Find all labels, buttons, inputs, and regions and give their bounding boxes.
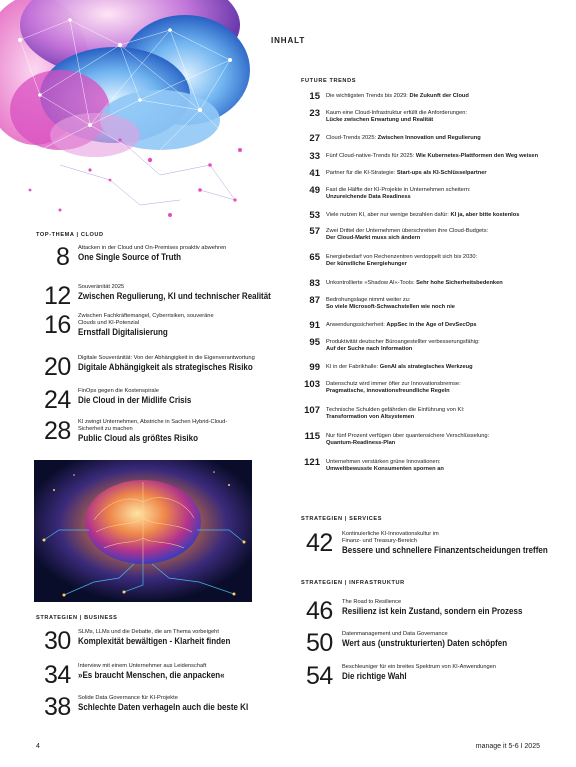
section-label-business: STRATEGIEN | BUSINESS: [36, 615, 118, 621]
toc-entry[interactable]: [306, 630, 546, 660]
toc-title: Sehr hohe Sicherheitsbedenken: [416, 280, 503, 286]
page-number: 4: [36, 743, 40, 750]
toc-title: Zwischen Innovation und Regulierung: [377, 135, 481, 141]
toc-kicker: Zwei Drittel der Unternehmen überschreiten ihre Cloud-Budgets:: [326, 228, 489, 234]
toc-title: So viele Microsoft-Schwachstellen wie noch nie: [326, 304, 455, 311]
toc-page-number: 20: [44, 353, 71, 381]
toc-page-number: 23: [309, 108, 320, 119]
cloud-network-illustration: [0, 0, 262, 222]
toc-title: Lücke zwischen Erwartung und Realität: [326, 117, 434, 124]
toc-title: Komplexität bewältigen - Klarheit finden: [78, 636, 231, 646]
toc-page-number: 49: [309, 185, 320, 196]
toc-title: GenAI als strategisches Werkzeug: [379, 364, 473, 370]
section-label-top-thema: TOP-THEMA | CLOUD: [36, 232, 104, 238]
toc-title: Transformation von Altsystemen: [326, 414, 415, 421]
toc-kicker: Partner für die KI-Strategie:: [326, 170, 396, 176]
toc-kicker: SLMs, LLMs und die Debatte, die am Thema vorbeigeht: [78, 629, 219, 635]
toc-kicker: Produktivität deutscher Büroangestellter verbesserungsfähig:: [326, 339, 480, 345]
toc-page-number: 41: [309, 168, 320, 179]
toc-title: Start-ups als KI-Schlüsselpartner: [396, 170, 487, 176]
toc-kicker: Technische Schulden gefährden die Einführung von KI:: [326, 407, 465, 413]
toc-kicker: Fast die Hälfte der KI-Projekte in Unternehmen scheitern:: [326, 187, 471, 193]
toc-title: Pragmatische, innovationsfreundliche Regeln: [326, 388, 450, 395]
toc-entry[interactable]: [44, 387, 264, 417]
toc-kicker: Bedrohungslage nimmt weiter zu:: [326, 297, 411, 303]
toc-page-number: 8: [56, 243, 70, 271]
toc-title: Die Zukunft der Cloud: [409, 93, 469, 99]
toc-page-number: 38: [44, 693, 71, 721]
toc-kicker: Die wichtigsten Trends bis 2029:: [326, 93, 408, 99]
section-label-services: STRATEGIEN | SERVICES: [301, 516, 383, 522]
toc-entry[interactable]: [306, 530, 546, 566]
toc-entry[interactable]: [306, 663, 546, 693]
toc-page-number: 27: [309, 133, 320, 144]
toc-title: Digitale Abhängigkeit als strategisches Risiko: [78, 362, 253, 372]
toc-page-number: 28: [44, 417, 71, 445]
toc-page-number: 46: [306, 597, 333, 625]
toc-page-number: 53: [309, 210, 320, 221]
toc-kicker: Souveränität 2025: [78, 284, 125, 290]
toc-title: Zwischen Regulierung, KI und technischer Realität: [78, 291, 271, 301]
toc-kicker: Kaum eine Cloud-Infrastruktur erfüllt die Anforderungen:: [326, 110, 468, 116]
page-title: INHALT: [271, 36, 306, 45]
toc-page-number: 95: [309, 337, 320, 348]
toc-kicker: Fünf Cloud-native-Trends für 2025:: [326, 153, 415, 159]
toc-page-number: 34: [44, 661, 71, 689]
toc-title: Wert aus (unstrukturierten) Daten schöpfen: [342, 638, 508, 648]
issue-label: manage it 5-6 I 2025: [475, 743, 540, 750]
toc-title: One Single Source of Truth: [78, 252, 182, 262]
toc-kicker: Digitale Souveränität: Von der Abhängigkeit in die Eigenverantwortung: [78, 355, 255, 361]
toc-page-number: 54: [306, 662, 333, 690]
toc-kicker: Viele nutzen KI, aber nur wenige bezahlen dafür:: [326, 212, 449, 218]
toc-page-number: 83: [309, 278, 320, 289]
toc-kicker: Beschleuniger für ein breites Spektrum von KI-Anwendungen: [342, 664, 496, 670]
toc-entry[interactable]: [306, 598, 546, 628]
toc-page-number: 87: [309, 295, 320, 306]
toc-page-number: 50: [306, 629, 333, 657]
toc-title: Ernstfall Digitalisierung: [78, 327, 168, 337]
toc-page-number: 103: [304, 379, 320, 390]
toc-title: Schlechte Daten verhageln auch die beste KI: [78, 702, 249, 712]
toc-page-number: 99: [309, 362, 320, 373]
toc-kicker: Energiebedarf von Rechenzentren verdoppelt sich bis 2030:: [326, 254, 478, 260]
toc-kicker: The Road to Resilience: [342, 599, 402, 605]
toc-entry[interactable]: [44, 354, 274, 384]
toc-page-number: 115: [304, 431, 320, 442]
section-label-infrastruktur: STRATEGIEN | INFRASTRUKTUR: [301, 580, 405, 586]
toc-page-number: 107: [304, 405, 320, 416]
toc-entry[interactable]: [44, 628, 264, 658]
toc-kicker: Attacken in der Cloud und On-Premises proaktiv abwehren: [78, 245, 227, 251]
toc-title: »Es braucht Menschen, die anpacken«: [78, 670, 225, 680]
toc-title: Umweltbewusste Konsumenten spornen an: [326, 466, 444, 473]
toc-kicker: KI zwingt Unternehmen, Abstriche in Sachen Hybrid-Cloud-Sicherheit zu machen: [78, 419, 228, 432]
toc-entry[interactable]: [44, 418, 264, 454]
toc-kicker: KI in der Fabrikhalle:: [326, 364, 379, 370]
toc-page-number: 12: [44, 282, 71, 310]
toc-title: Der Cloud-Markt muss sich ändern: [326, 235, 421, 242]
toc-entry[interactable]: [44, 662, 264, 692]
toc-kicker: Solide Data Governance für KI-Projekte: [78, 695, 178, 701]
toc-kicker: FinOps gegen die Kostenspirale: [78, 388, 159, 394]
toc-kicker: Unternehmen verstärken grüne Innovationen:: [326, 459, 441, 465]
toc-page-number: 65: [309, 252, 320, 263]
toc-title: Wie Kubernetes-Plattformen den Weg weisen: [415, 153, 539, 159]
toc-page-number: 24: [44, 386, 71, 414]
toc-kicker: Datenmanagement und Data Governance: [342, 631, 448, 637]
toc-kicker: Nur fünf Prozent verfügen über quantensichere Verschlüsselung:: [326, 433, 490, 439]
toc-page-number: 42: [306, 529, 333, 557]
toc-title: Die Cloud in der Midlife Crisis: [78, 395, 192, 405]
toc-title: Unzureichende Data Readiness: [326, 194, 411, 201]
toc-page-number: 30: [44, 627, 71, 655]
toc-kicker: Interview mit einem Unternehmer aus Leidenschaft: [78, 663, 207, 669]
toc-title: Bessere und schnellere Finanzentscheidungen treffen: [342, 545, 548, 555]
toc-page-number: 16: [44, 311, 71, 339]
toc-title: Resilienz ist kein Zustand, sondern ein Prozess: [342, 606, 523, 616]
toc-kicker: Zwischen Fachkräftemangel, Cyberrisiken, souveräne Clouds und KI-Potenzial: [78, 313, 214, 326]
toc-title: Public Cloud als größtes Risiko: [78, 433, 198, 443]
toc-kicker: Anwendungssicherheit:: [326, 322, 385, 328]
toc-page-number: 91: [309, 320, 320, 331]
toc-kicker: Unkontrollierte »Shadow AI«-Tools:: [326, 280, 415, 286]
toc-kicker: Kontinuierliche KI-Innovationskultur im Finanz- und Treasury-Bereich: [342, 531, 439, 544]
toc-title: Auf der Suche nach Information: [326, 346, 413, 353]
toc-title: Der künstliche Energiehunger: [326, 261, 407, 268]
toc-page-number: 57: [309, 226, 320, 237]
toc-kicker: Datenschutz wird immer öfter zur Innovationsbremse:: [326, 381, 461, 387]
toc-entry[interactable]: [44, 312, 264, 348]
toc-title: AppSec in the Age of DevSecOps: [386, 322, 477, 328]
ai-brain-circuit-image: [34, 460, 252, 602]
toc-entry[interactable]: [44, 244, 264, 274]
toc-page-number: 33: [309, 151, 320, 162]
toc-title: Quantum-Readiness-Plan: [326, 440, 396, 447]
toc-entry[interactable]: [44, 282, 271, 313]
toc-entry[interactable]: [44, 694, 264, 724]
toc-title: KI ja, aber bitte kostenlos: [450, 212, 520, 218]
section-label-future-trends: FUTURE TRENDS: [301, 78, 357, 84]
toc-title: Die richtige Wahl: [342, 671, 407, 681]
toc-page-number: 121: [304, 457, 320, 468]
toc-page-number: 15: [309, 91, 320, 102]
toc-kicker: Cloud-Trends 2025:: [326, 135, 377, 141]
